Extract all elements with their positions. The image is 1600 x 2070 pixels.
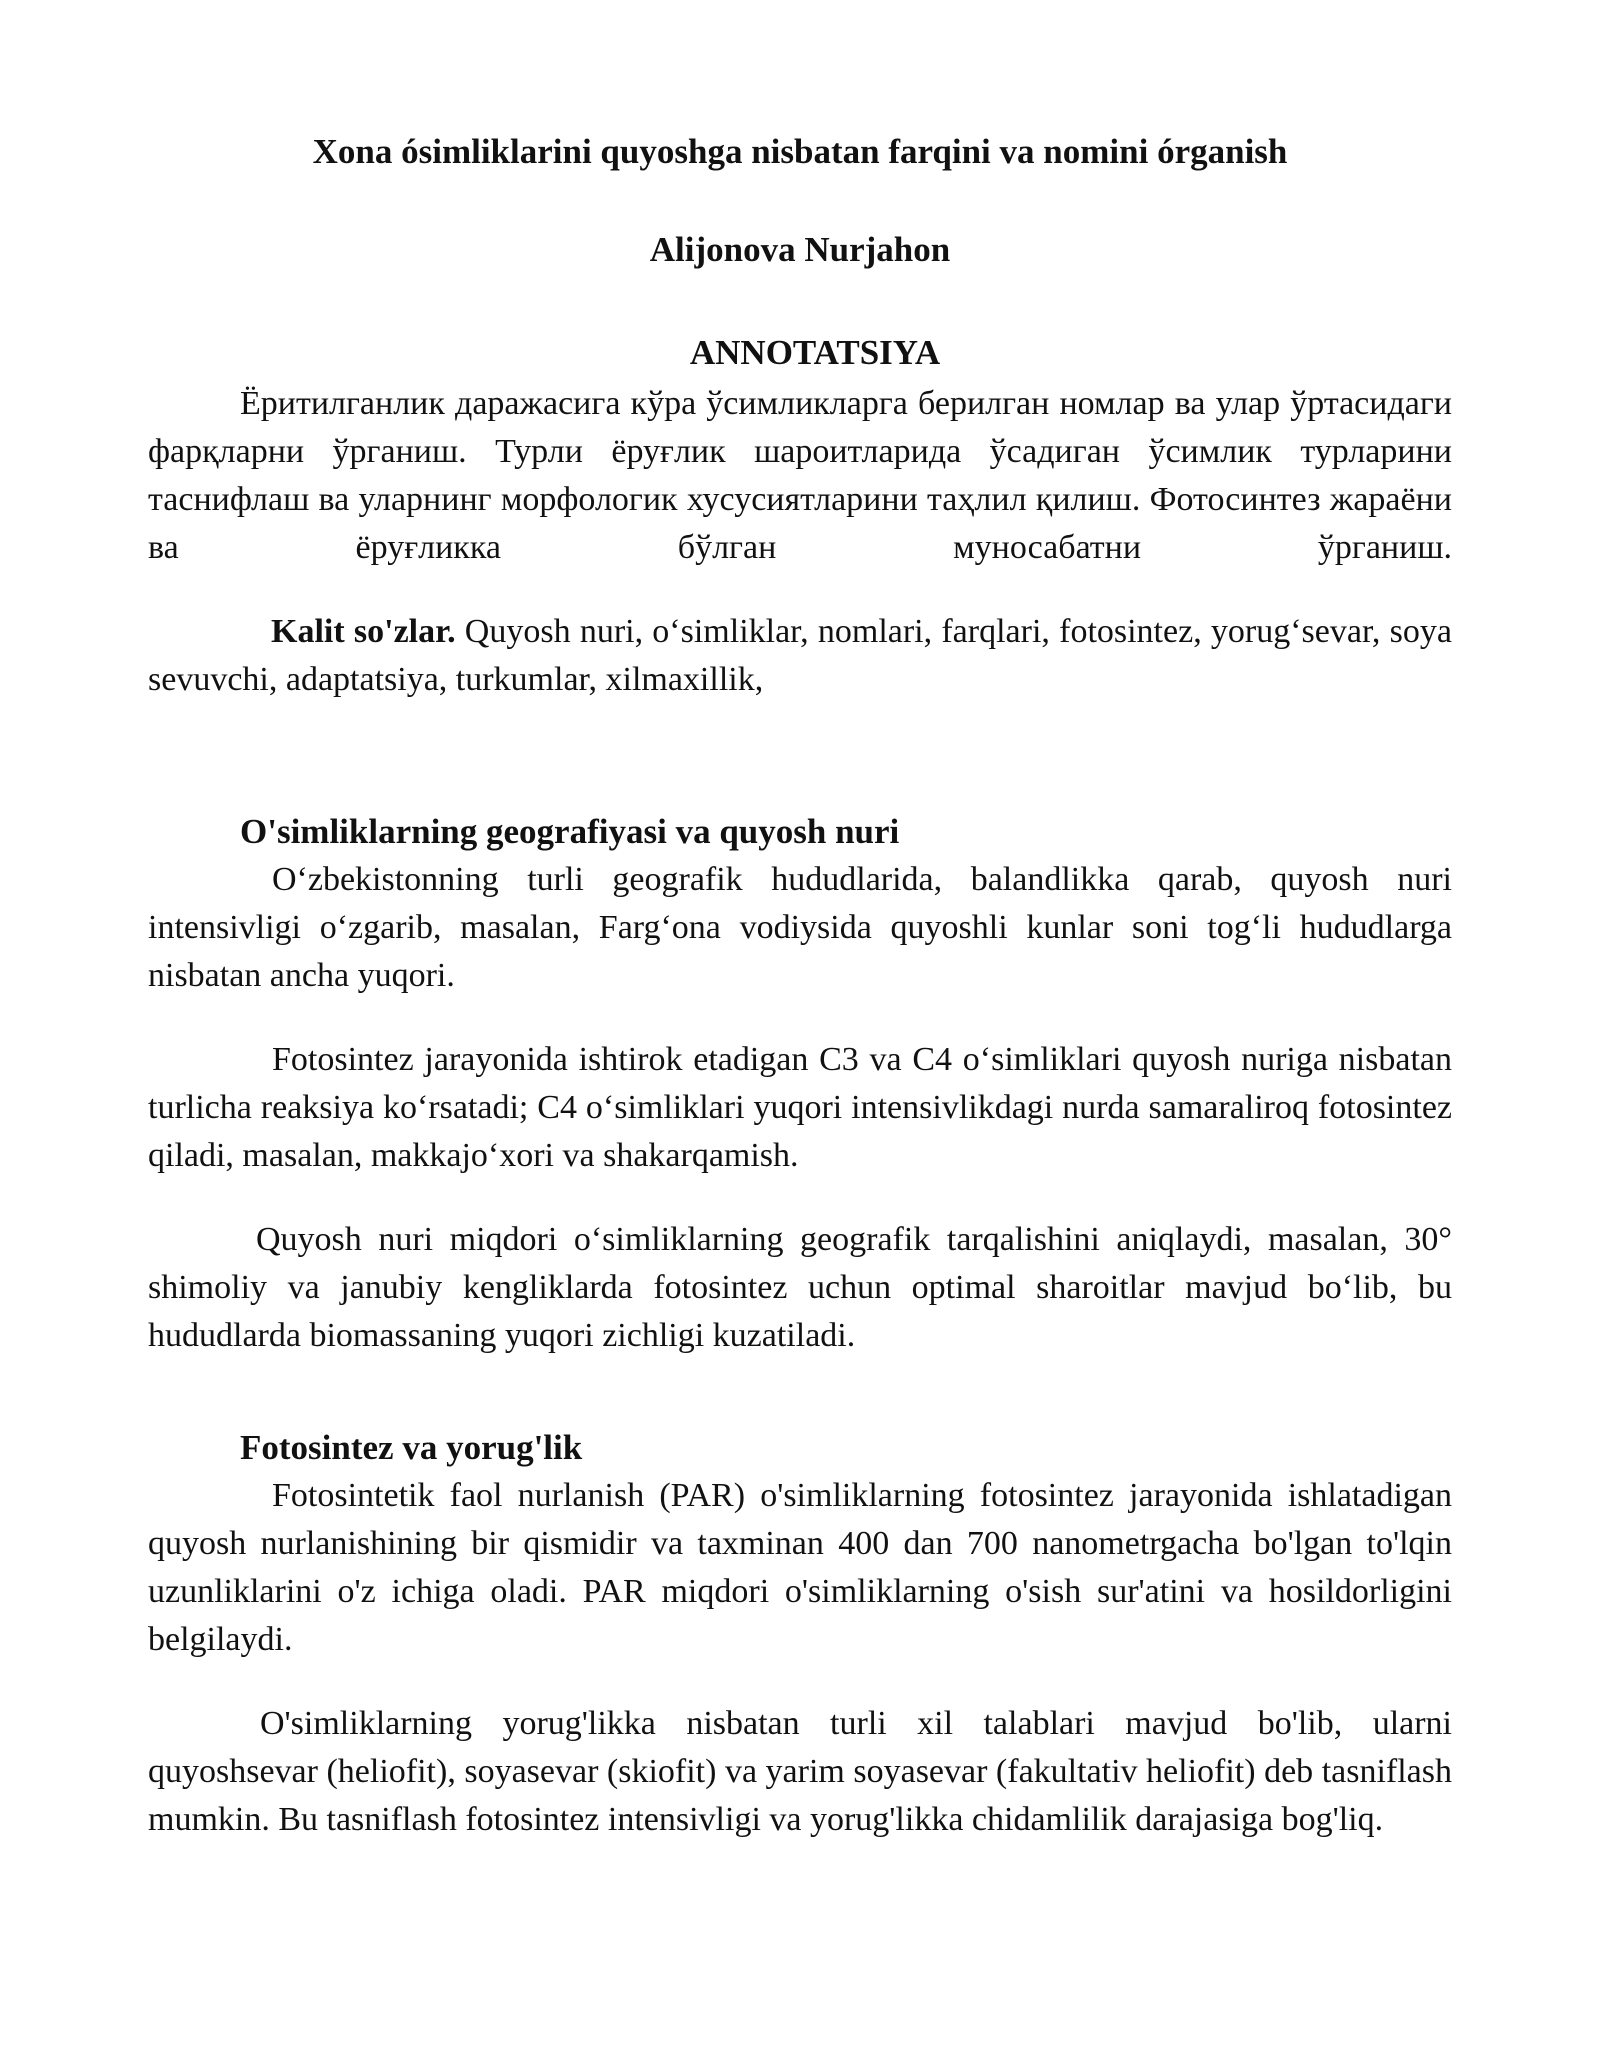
section-heading-geography: O'simliklarning geografiyasi va quyosh nuri bbox=[240, 812, 900, 851]
keywords-paragraph bbox=[148, 608, 1452, 704]
annotation-heading: ANNOTATSIYA bbox=[689, 333, 941, 372]
paper-title: Xona ósimliklarini quyoshga nisbatan farqini va nomini órganish bbox=[312, 132, 1288, 171]
section-paragraph: Fotosintetik faol nurlanish (PAR) o'simliklarning fotosintez jarayonida ishlatadigan quyosh nurlanishining bir qismidir va taxminan 400 dan 700 nanometrgacha bo'lgan to'lqin uzunliklarini o'z ichiga oladi. PAR miqdori o'simliklarning o'sish sur'atini va hosildorligini belgilaydi. bbox=[148, 1477, 1452, 1658]
section-heading-photosynthesis: Fotosintez va yorug'lik bbox=[240, 1428, 583, 1467]
section-paragraph: Fotosintez jarayonida ishtirok etadigan C3 va C4 o‘simliklari quyosh nuriga nisbatan turlicha reaksiya ko‘rsatadi; C4 o‘simliklari yuqori intensivlikdagi nurda samaraliroq fotosintez qiladi, masalan, makkajo‘xori va shakarqamish. bbox=[148, 1041, 1452, 1174]
section-paragraph: O'simliklarning yorug'likka nisbatan turli xil talablari mavjud bo'lib, ularni quyoshsevar (heliofit), soyasevar (skiofit) va yarim soyasevar (fakultativ heliofit) deb tasniflash mumkin. Bu tasniflash fotosintez intensivligi va yorug'likka chidamlilik darajasiga bog'liq. bbox=[148, 1705, 1452, 1838]
keywords-label: Kalit so'zlar. bbox=[271, 613, 456, 650]
annotation-text: Ёритилганлик даражасига кўра ўсимликларга берилган номлар ва улар ўртасидаги фарқларни ўрганиш. Турли ёруғлик шароитларида ўсадиган ўсимлик турларини таснифлаш ва уларнинг морфологик хусусиятларини таҳлил қилиш. Фотосинтез жараёни ва ёруғликка бўлган муносабатни ўрганиш. bbox=[148, 385, 1452, 566]
author-name: Alijonova Nurjahon bbox=[649, 230, 951, 269]
keywords-text: Quyosh nuri, o‘simliklar, nomlari, farqlari, fotosintez, yorug‘sevar, soya sevuvchi, adaptatsiya, turkumlar, xilmaxillik, bbox=[148, 613, 1452, 698]
section-paragraph: Quyosh nuri miqdori o‘simliklarning geografik tarqalishini aniqlaydi, masalan, 30° shimoliy va janubiy kengliklarda fotosintez uchun optimal sharoitlar mavjud bo‘lib, bu hududlarda biomassaning yuqori zichligi kuzatiladi. bbox=[148, 1221, 1452, 1354]
section-paragraph: O‘zbekistonning turli geografik hududlarida, balandlikka qarab, quyosh nuri intensivligi o‘zgarib, masalan, Farg‘ona vodiysida quyoshli kunlar soni tog‘li hududlarga nisbatan ancha yuqori. bbox=[148, 861, 1452, 994]
